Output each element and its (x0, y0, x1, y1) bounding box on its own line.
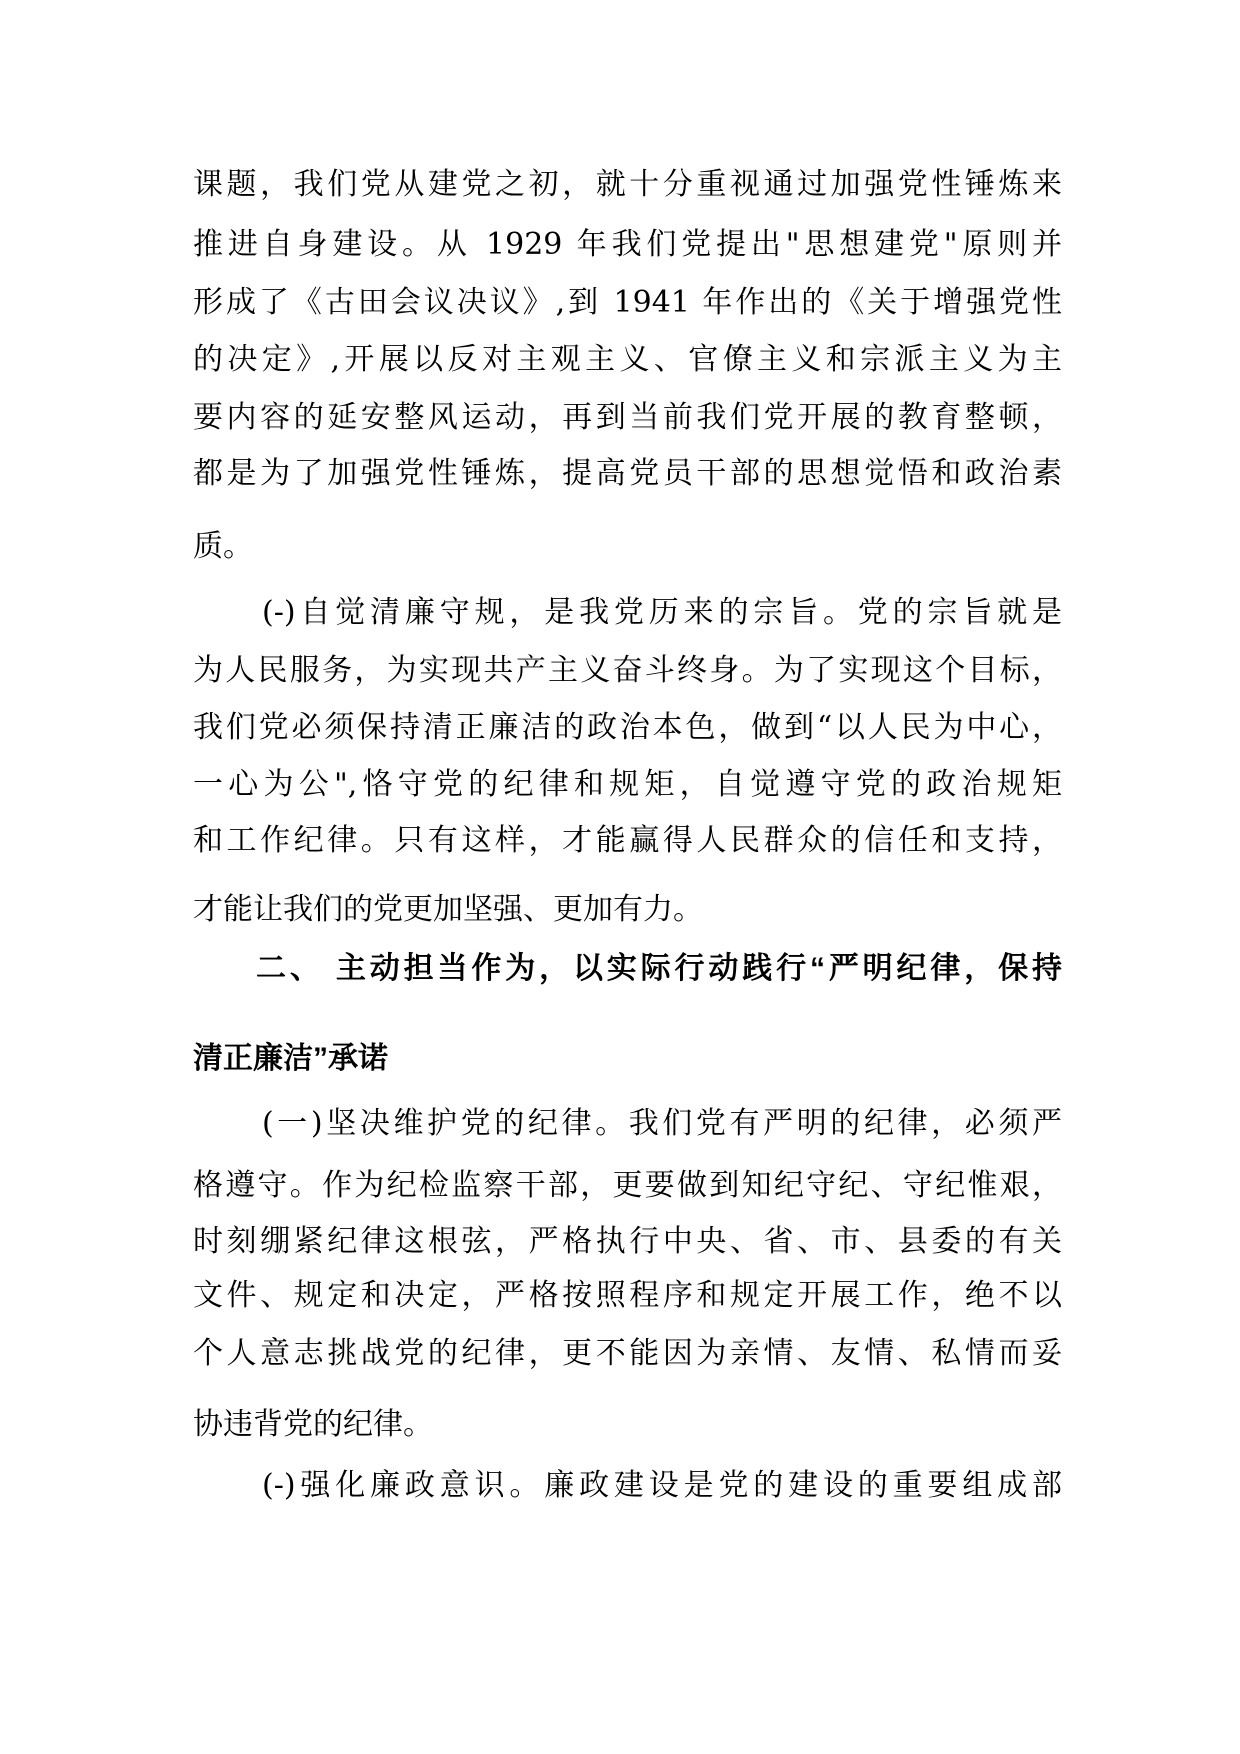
paragraph-line: 形成了《古田会议决议》,到 1941 年作出的《关于增强党性 (193, 285, 1062, 320)
paragraph-line: 要内容的延安整风运动，再到当前我们党开展的教育整顿， (193, 400, 1062, 435)
paragraph-line: 的决定》,开展以反对主观主义、官僚主义和宗派主义为主 (193, 342, 1062, 377)
paragraph-line: (一)坚决维护党的纪律。我们党有严明的纪律，必须严 (262, 1106, 1062, 1141)
paragraph-line: 我们党必须保持清正廉洁的政治本色，做到“以人民为中心， (193, 710, 1062, 745)
paragraph-line: 推进自身建设。从 1929 年我们党提出"思想建党"原则并 (193, 227, 1062, 262)
heading-line: 清正廉洁”承诺 (193, 1042, 388, 1075)
paragraph-line: 课题，我们党从建党之初，就十分重视通过加强党性锤炼来 (193, 167, 1062, 202)
paragraph-line: 质。 (193, 529, 253, 564)
paragraph-line: 个人意志挑战党的纪律，更不能因为亲情、友情、私情而妥 (193, 1336, 1062, 1371)
paragraph-line: 时刻绷紧纪律这根弦，严格执行中央、省、市、县委的有关 (193, 1224, 1062, 1259)
paragraph-line: 文件、规定和决定，严格按照程序和规定开展工作，绝不以 (193, 1278, 1062, 1313)
paragraph-line: (-)自觉清廉守规，是我党历来的宗旨。党的宗旨就是 (262, 595, 1062, 630)
paragraph-line: 协违背党的纪律。 (193, 1407, 433, 1442)
paragraph-line: 才能让我们的党更加坚强、更加有力。 (193, 892, 703, 927)
paragraph-line: 为人民服务，为实现共产主义奋斗终身。为了实现这个目标， (193, 653, 1062, 688)
heading-line: 二、 主动担当作为，以实际行动践行“严明纪律，保持 (256, 952, 1062, 985)
paragraph-line: 和工作纪律。只有这样，才能赢得人民群众的信任和支持， (193, 823, 1062, 858)
paragraph-line: 都是为了加强党性锤炼，提高党员干部的思想觉悟和政治素 (193, 456, 1062, 491)
paragraph-line: (-)强化廉政意识。廉政建设是党的建设的重要组成部 (262, 1468, 1062, 1503)
paragraph-line: 格遵守。作为纪检监察干部，更要做到知纪守纪、守纪惟艰， (193, 1168, 1062, 1203)
paragraph-line: 一心为公",恪守党的纪律和规矩，自觉遵守党的政治规矩 (193, 767, 1062, 802)
